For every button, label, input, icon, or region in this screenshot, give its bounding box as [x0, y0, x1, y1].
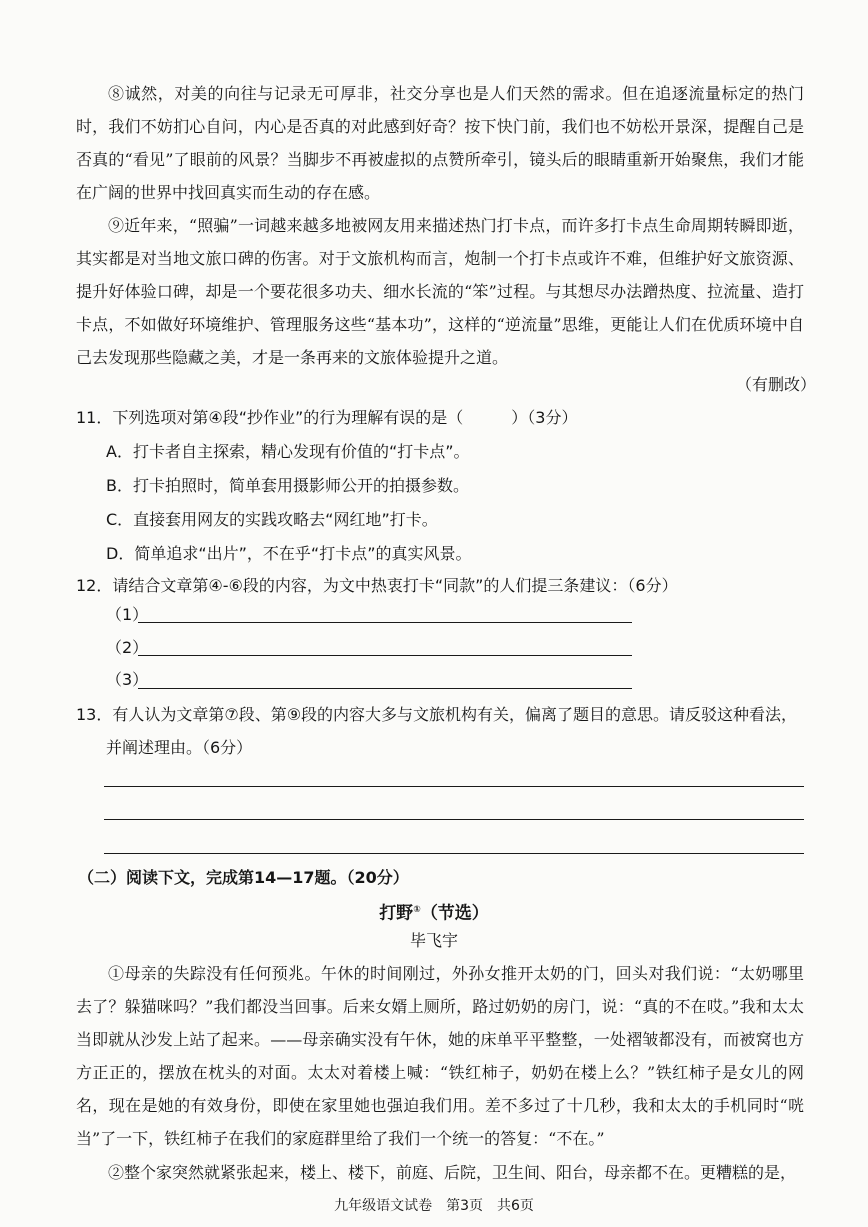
article-title — [0, 899, 868, 925]
article-paragraph-2: ②整个家突然就紧张起来，楼上、楼下，前庭、后院，卫生间、阳台，母亲都不在。更糟糕的是， — [108, 1163, 797, 1182]
q13-answer-line-1[interactable] — [104, 786, 804, 787]
article-title-suffix: （节选） — [420, 903, 489, 924]
article-paragraph-1: ①母亲的失踪没有任何预兆。午休的时间刚过，外孙女推开太奶的门，回头对我们说：“太奶哪里去了？躲猫咪吗？”我们都没当回事。后来女婿上厕所，路过奶奶的房门，说：“真的不在哎。”我和太太当即就从沙发上站了起来。——母亲确实没有午休，她的床单平平整整，一处褶皱都没有，而被窝也方方正正的，摆放在枕头的对面。太太对着楼上喊：“铁红柿子，奶奶在楼上么？”铁红柿子是女儿的网名，现在是她的有效身份，即使在家里她也强迫我们用。差不多过了十几秒，我和太太的手机同时“咣当”了一下，铁红柿子在我们的家庭群里给了我们一个统一的答复：“不在。” — [76, 964, 804, 1148]
page-footer: 九年级语文试卷 第3页 共6页 — [334, 1198, 534, 1214]
q11-option-b: B．打卡拍照时，简单套用摄影师公开的拍摄参数。 — [106, 476, 469, 495]
q11-option-d: D．简单追求“出片”，不在乎“打卡点”的真实风景。 — [106, 544, 472, 563]
q13-answer-line-2[interactable] — [104, 819, 804, 820]
q12-answer-line-1[interactable] — [138, 622, 632, 623]
q13-answer-line-3[interactable] — [104, 853, 804, 854]
question-13-stem-line-2: 并阐述理由。（6分） — [106, 738, 253, 757]
article-author: 毕飞宇 — [409, 931, 458, 950]
edit-note: （有删改） — [736, 375, 817, 394]
question-11-stem: 11．下列选项对第④段“抄作业”的行为理解有误的是（ ）（3分） — [76, 408, 578, 427]
q12-blank-label-2: （2） — [106, 638, 149, 657]
article-title-text: 打野 — [379, 903, 414, 924]
question-12-stem: 12．请结合文章第④-⑥段的内容，为文中热衷打卡“同款”的人们提三条建议：（6分） — [76, 576, 678, 595]
q11-option-a: A．打卡者自主探索，精心发现有价值的“打卡点”。 — [106, 442, 470, 461]
section-2-heading: （二）阅读下文，完成第14—17题。（20分） — [78, 868, 409, 887]
question-13-stem-line-1: 13．有人认为文章第⑦段、第⑨段的内容大多与文旅机构有关，偏离了题目的意思。请反驳这种看法， — [76, 705, 798, 724]
q12-answer-line-2[interactable] — [138, 655, 632, 656]
passage-paragraph-8: ⑧诚然，对美的向往与记录无可厚非，社交分享也是人们天然的需求。但在追逐流量标定的热门时，我们不妨扪心自问，内心是否真的对此感到好奇？按下快门前，我们也不妨松开景深，提醒自己是否真的“看见”了眼前的风景？当脚步不再被虚拟的点赞所牵引，镜头后的眼睛重新开始聚焦，我们才能在广阔的世界中找回真实而生动的存在感。 — [76, 84, 804, 202]
q12-blank-label-1: （1） — [106, 605, 149, 624]
footnote-marker: ① — [413, 905, 421, 915]
q11-option-c: C．直接套用网友的实践攻略去“网红地”打卡。 — [106, 510, 438, 529]
passage-paragraph-9: ⑨近年来，“照骗”一词越来越多地被网友用来描述热门打卡点，而许多打卡点生命周期转瞬即逝，其实都是对当地文旅口碑的伤害。对于文旅机构而言，炮制一个打卡点或许不难，但维护好文旅资源、提升好体验口碑，却是一个要花很多功夫、细水长流的“笨”过程。与其想尽办法蹭热度、拉流量、造打卡点，不如做好环境维护、管理服务这些“基本功”，这样的“逆流量”思维，更能让人们在优质环境中自己去发现那些隐藏之美，才是一条再来的文旅体验提升之道。 — [76, 216, 804, 367]
q12-blank-label-3: （3） — [106, 670, 149, 689]
q12-answer-line-3[interactable] — [138, 688, 632, 689]
